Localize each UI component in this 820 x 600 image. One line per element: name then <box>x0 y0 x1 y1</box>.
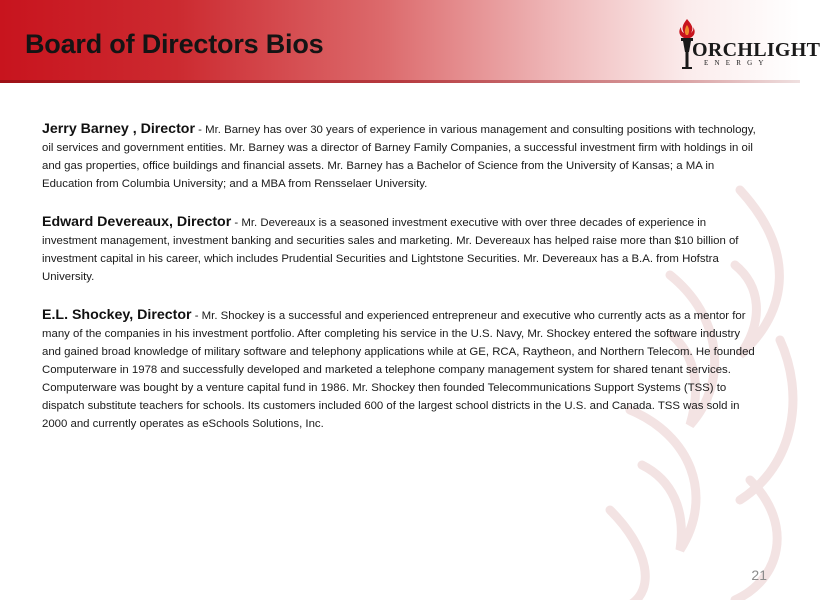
bio-separator: - <box>231 217 242 229</box>
company-logo <box>668 14 820 74</box>
bio-separator: - <box>191 310 202 322</box>
logo-tagline: ENERGY <box>704 59 770 67</box>
bio-name: Edward Devereaux, Director <box>42 214 232 230</box>
bio-text: Mr. Shockey is a successful and experienced entrepreneur and executive who currently acts as a mentor for many of the companies in his investment portfolio. After completing his service in the U.S. Navy, Mr. Shockey entered the software industry and gained broad knowledge of military software and telephony applications while at GE, RCA, Raytheon, and Northern Telecom. He founded Computerware in 1978 and successfully developed and marketed a telephone company management system for shared tenant services. Computerware was bought by a venture capital fund in 1986. Mr. Shockey then founded Telecommunications Support Systems (TSS) to dispatch substitute teachers for schools. Its customers included 600 of the largest school districts in the U.S. and Canada. TSS was sold in 2000 and currently operates as eSchools Solutions, Inc. <box>42 310 755 430</box>
bio-entry <box>42 120 760 193</box>
bio-name: Jerry Barney , Director <box>42 121 195 137</box>
page-title: Board of Directors Bios <box>25 29 324 59</box>
page-number: 21 <box>751 567 767 583</box>
bio-name: E.L. Shockey, Director <box>42 307 192 323</box>
bio-entry <box>42 213 760 286</box>
bio-text: Mr. Devereaux is a seasoned investment executive with over three decades of experience in investment management, investment banking and securities sales and marketing. Mr. Devereaux has helped raise more than $10 billion of investment capital in his career, which includes Prudential Securities and Lightstone Securities. Mr. Devereaux has a B.A. from Hofstra University. <box>42 217 739 283</box>
logo-wordmark: ORCHLIGHT <box>692 39 820 61</box>
bio-separator: - <box>195 124 206 136</box>
bios-list <box>42 120 760 453</box>
bio-text: Mr. Barney has over 30 years of experience in various management and consulting positions with technology, oil services and government entities. Mr. Barney was a director of Barney Family Companies, a successful investment firm with holdings in oil and gas properties, office buildings and financial assets. Mr. Barney has a Bachelor of Science from the University of Kansas; a MA in Education from Columbia University; and a MBA from Rensselaer University. <box>42 124 756 190</box>
header-divider <box>0 80 800 83</box>
bio-entry <box>42 306 760 433</box>
